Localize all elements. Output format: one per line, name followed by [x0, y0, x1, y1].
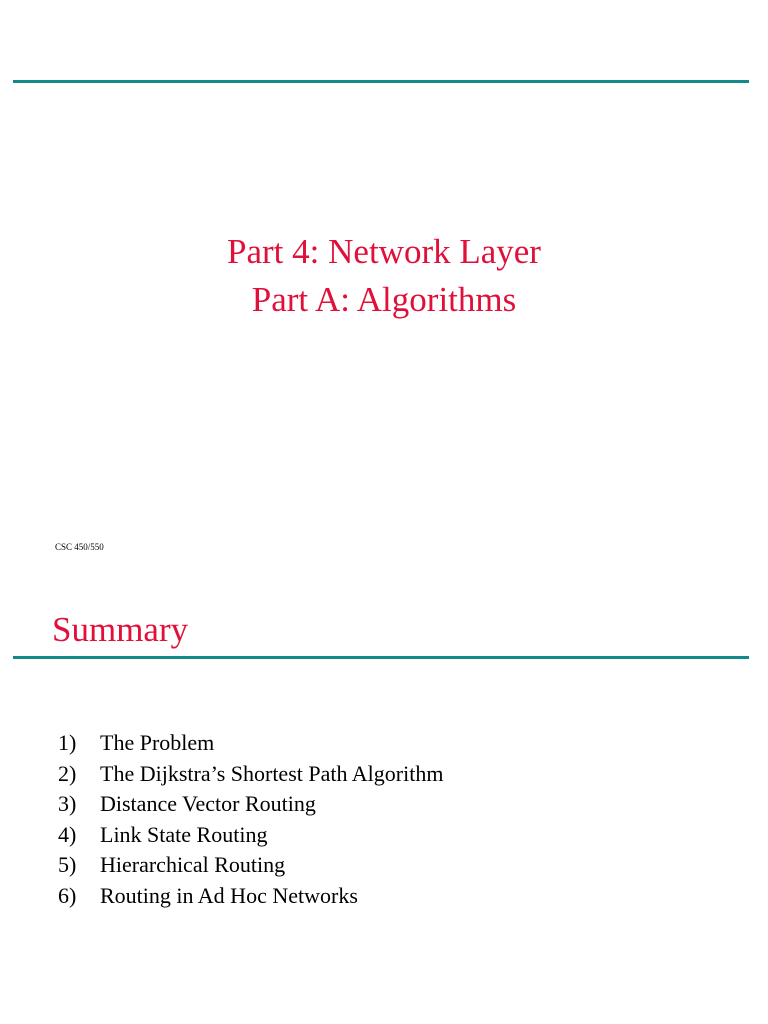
list-item-number: 6) — [58, 882, 77, 908]
list-item — [58, 759, 443, 790]
summary-divider — [13, 656, 749, 659]
list-item-number: 1) — [58, 730, 77, 755]
summary-list — [58, 728, 443, 912]
list-item-number: 2) — [58, 760, 77, 786]
list-item-number: 3) — [58, 791, 77, 817]
list-item-label: Hierarchical Routing — [100, 852, 286, 878]
list-item-label: Distance Vector Routing — [100, 791, 316, 817]
slide-title — [0, 228, 768, 324]
course-code: CSC 450/550 — [55, 542, 104, 552]
list-item-label: Link State Routing — [100, 821, 268, 847]
list-item-label: Routing in Ad Hoc Networks — [100, 882, 358, 908]
list-item-number: 5) — [58, 852, 77, 878]
title-line-1: Part 4: Network Layer — [227, 232, 541, 271]
top-divider — [13, 80, 749, 83]
list-item-number: 4) — [58, 821, 77, 847]
summary-heading: Summary — [52, 610, 189, 649]
list-item — [58, 881, 443, 912]
list-item — [58, 850, 443, 881]
list-item-label: The Dijkstra’s Shortest Path Algorithm — [100, 760, 444, 786]
list-item — [58, 728, 443, 759]
list-item — [58, 789, 443, 820]
list-item — [58, 820, 443, 851]
list-item-label: The Problem — [100, 730, 215, 755]
title-line-2: Part A: Algorithms — [251, 280, 517, 319]
